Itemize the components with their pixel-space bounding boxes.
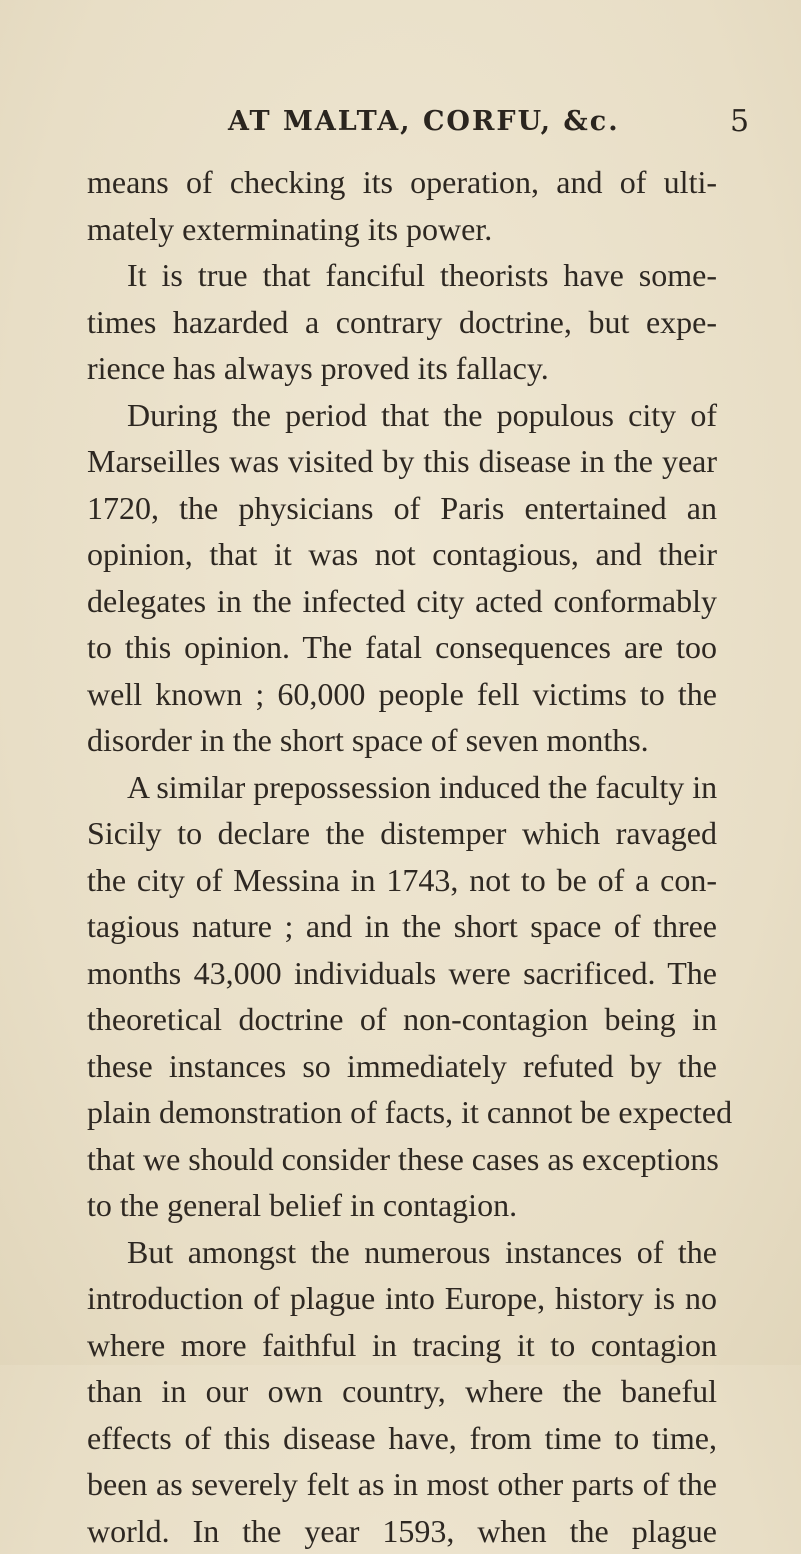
body-text (87, 159, 717, 1554)
paragraph (87, 252, 717, 392)
paragraph (87, 764, 717, 1229)
text-line: Sicily to declare the distemper which ravaged (87, 810, 717, 857)
text-line: months 43,000 individuals were sacrificed. The (87, 950, 717, 997)
text-line: that we should consider these cases as exceptions (87, 1136, 717, 1183)
text-line: tagious nature ; and in the short space of three (87, 903, 717, 950)
text-line: times hazarded a contrary doctrine, but expe- (87, 299, 717, 346)
page-number: 5 (730, 104, 749, 139)
running-head (0, 106, 801, 146)
paragraph (87, 159, 717, 252)
text-line: the city of Messina in 1743, not to be of a con- (87, 857, 717, 904)
text-line: opinion, that it was not contagious, and their (87, 531, 717, 578)
text-line: delegates in the infected city acted conformably (87, 578, 717, 625)
running-title: AT MALTA, CORFU, &c. (228, 106, 620, 137)
text-line: these instances so immediately refuted by the (87, 1043, 717, 1090)
text-line: world. In the year 1593, when the plague (87, 1508, 717, 1554)
text-line: than in our own country, where the baneful (87, 1368, 717, 1415)
text-line: During the period that the populous city of (87, 392, 717, 439)
text-line: theoretical doctrine of non-contagion being in (87, 996, 717, 1043)
text-line: effects of this disease have, from time to time, (87, 1415, 717, 1462)
text-line: But amongst the numerous instances of the (87, 1229, 717, 1276)
paragraph (87, 392, 717, 764)
text-line: where more faithful in tracing it to contagion (87, 1322, 717, 1369)
text-line: means of checking its operation, and of ulti- (87, 159, 717, 206)
text-line: been as severely felt as in most other parts of the (87, 1461, 717, 1508)
text-line: introduction of plague into Europe, history is no (87, 1275, 717, 1322)
text-line: It is true that fanciful theorists have some- (87, 252, 717, 299)
text-line: well known ; 60,000 people fell victims to the (87, 671, 717, 718)
text-line: to the general belief in contagion. (87, 1182, 717, 1229)
text-line: rience has always proved its fallacy. (87, 345, 717, 392)
paragraph (87, 1229, 717, 1554)
text-line: plain demonstration of facts, it cannot be expected (87, 1089, 717, 1136)
text-line: A similar prepossession induced the faculty in (87, 764, 717, 811)
text-line: Marseilles was visited by this disease in the year (87, 438, 717, 485)
text-line: disorder in the short space of seven months. (87, 717, 717, 764)
text-line: to this opinion. The fatal consequences are too (87, 624, 717, 671)
text-line: mately exterminating its power. (87, 206, 717, 253)
text-line: 1720, the physicians of Paris entertained an (87, 485, 717, 532)
